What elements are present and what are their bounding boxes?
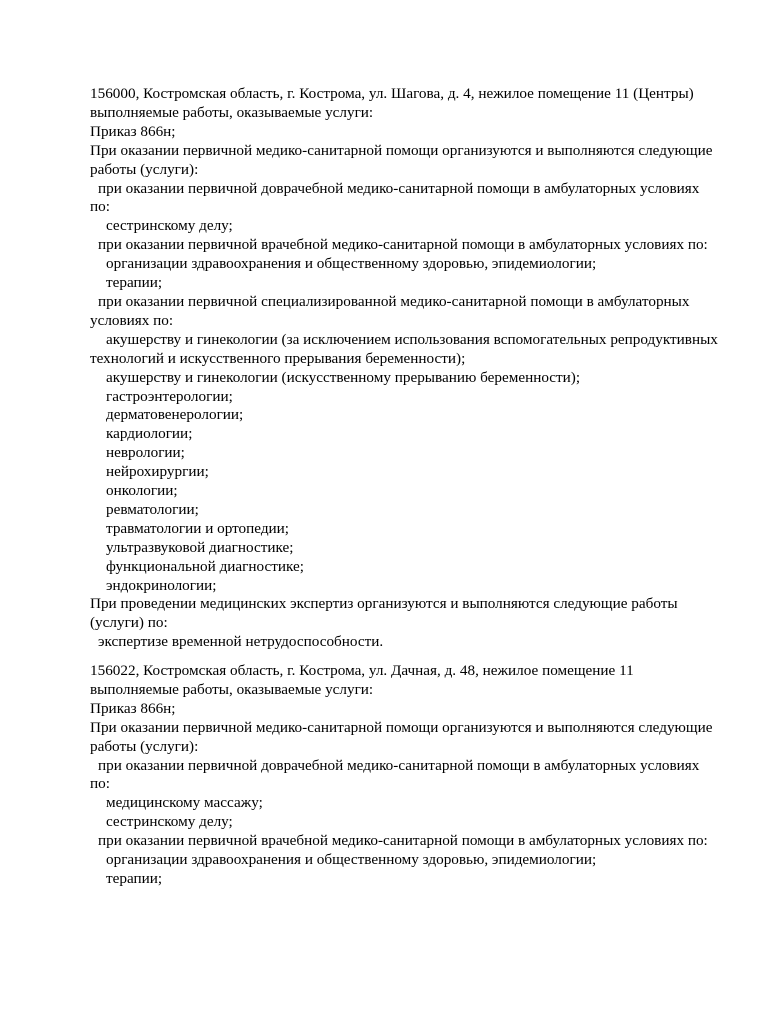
care-subcategory-cont: по:	[90, 198, 110, 216]
service-item-cont: технологий и искусственного прерывания беременности);	[90, 349, 466, 367]
care-subcategory-cont: условиях по:	[90, 311, 174, 329]
address-line: 156022, Костромская область, г. Кострома, ул. Дачная, д. 48, нежилое помещение 11	[90, 662, 634, 679]
service-item: функциональной диагностике;	[106, 557, 304, 575]
service-item: терапии;	[106, 869, 163, 887]
service-item: дерматовенерологии;	[106, 406, 244, 424]
service-item: неврологии;	[106, 444, 185, 462]
care-subcategory: при оказании первичной врачебной медико-санитарной помощи в амбулаторных условиях по:	[98, 832, 708, 850]
order-reference: Приказ 866н;	[90, 122, 176, 140]
service-item: кардиологии;	[106, 425, 193, 443]
service-item: травматологии и ортопедии;	[106, 519, 290, 537]
care-category-heading-cont: работы (услуги):	[90, 160, 199, 178]
service-item: онкологии;	[106, 482, 178, 500]
services-heading: выполняемые работы, оказываемые услуги:	[90, 680, 374, 698]
care-subcategory: при оказании первичной специализированной медико-санитарной помощи в амбулаторных	[98, 292, 690, 310]
expertise-heading: При проведении медицинских экспертиз организуются и выполняются следующие работы	[90, 595, 678, 613]
service-item: экспертизе временной нетрудоспособности.	[98, 633, 384, 651]
services-heading: выполняемые работы, оказываемые услуги:	[90, 103, 374, 121]
care-category-heading: При оказании первичной медико-санитарной помощи организуются и выполняются следующие	[90, 718, 713, 736]
service-item: организации здравоохранения и общественному здоровью, эпидемиологии;	[106, 255, 597, 273]
service-item: нейрохирургии;	[106, 463, 209, 481]
service-item: гастроэнтерологии;	[106, 387, 233, 405]
expertise-heading-cont: (услуги) по:	[90, 614, 168, 632]
service-item: терапии;	[106, 274, 163, 292]
care-category-heading: При оказании первичной медико-санитарной помощи организуются и выполняются следующие	[90, 141, 713, 159]
care-subcategory-cont: по:	[90, 775, 110, 793]
address-line: 156000, Костромская область, г. Кострома, ул. Шагова, д. 4, нежилое помещение 11 (Центры)	[90, 85, 694, 102]
care-subcategory: при оказании первичной доврачебной медико-санитарной помощи в амбулаторных условиях	[98, 179, 700, 197]
service-item: ультразвуковой диагностике;	[106, 538, 294, 556]
order-reference: Приказ 866н;	[90, 699, 176, 717]
service-item: акушерству и гинекологии (искусственному прерыванию беременности);	[106, 368, 581, 386]
service-item: акушерству и гинекологии (за исключением использования вспомогательных репродуктивных	[106, 330, 718, 348]
address-section-dachnaya	[0, 662, 769, 889]
service-item: сестринскому делу;	[106, 217, 233, 235]
care-category-heading-cont: работы (услуги):	[90, 737, 199, 755]
service-item: ревматологии;	[106, 500, 199, 518]
service-item: эндокринологии;	[106, 576, 217, 594]
service-item: медицинскому массажу;	[106, 794, 263, 812]
service-item: организации здравоохранения и общественному здоровью, эпидемиологии;	[106, 851, 597, 869]
care-subcategory: при оказании первичной врачебной медико-санитарной помощи в амбулаторных условиях по:	[98, 236, 708, 254]
care-subcategory: при оказании первичной доврачебной медико-санитарной помощи в амбулаторных условиях	[98, 756, 700, 774]
address-section-shagova	[0, 85, 769, 652]
service-item: сестринскому делу;	[106, 813, 233, 831]
